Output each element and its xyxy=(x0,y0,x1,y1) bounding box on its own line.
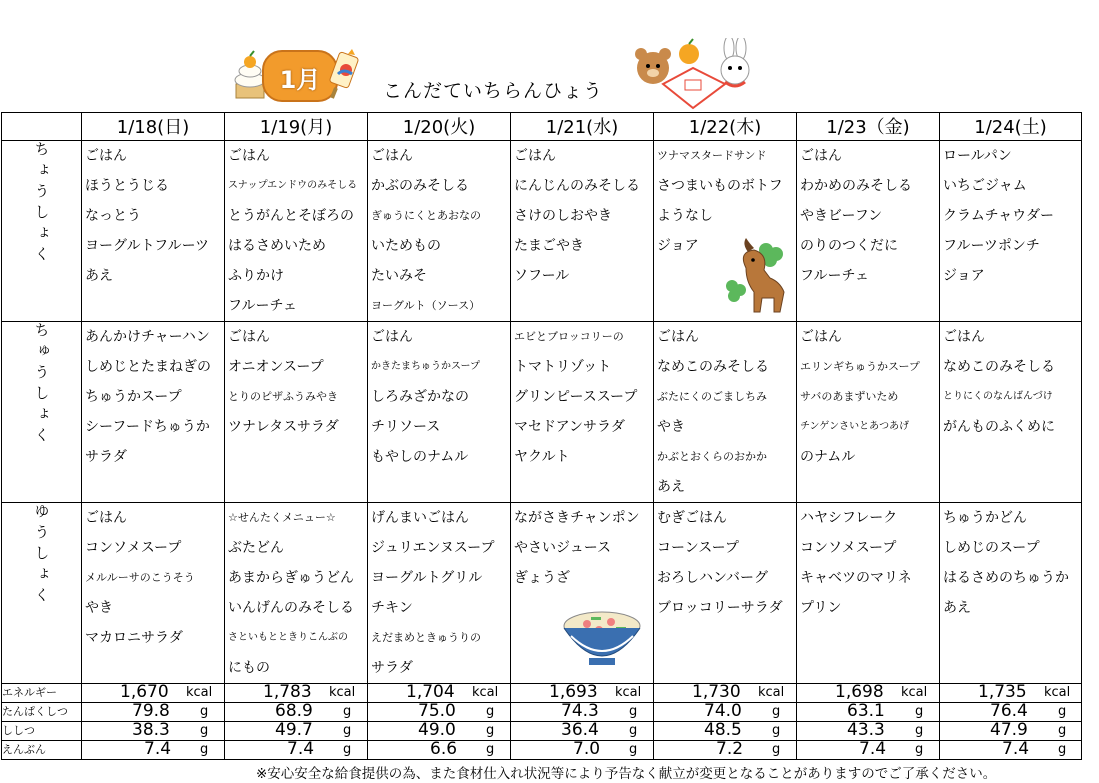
menu-item: ごはん xyxy=(943,329,985,345)
meal-label-breakfast xyxy=(2,141,82,322)
meal-label: ちゅうしょく xyxy=(32,322,51,448)
menu-item: おろしハンバーグ xyxy=(657,570,769,586)
nutrition-cell xyxy=(797,741,940,760)
nutrition-unit: kcal xyxy=(901,685,928,700)
menu-item: たいみそ xyxy=(371,268,427,284)
nutrition-row-fat xyxy=(2,722,1082,741)
meal-label: ゆうしょく xyxy=(32,503,51,608)
menu-item: ながさきチャンポン xyxy=(514,510,640,526)
menu-item: フルーチェ xyxy=(800,268,870,284)
menu-cell xyxy=(368,141,511,322)
nutrition-cell xyxy=(82,703,225,722)
nutrition-value: 38.3 xyxy=(132,720,170,740)
menu-item: グリンピーススープ xyxy=(514,389,638,405)
nutrition-cell xyxy=(797,703,940,722)
nutrition-unit: kcal xyxy=(615,685,642,700)
nutrition-cell xyxy=(940,703,1082,722)
menu-item: わかめのみそしる xyxy=(800,178,912,194)
menu-item: かぶのみそしる xyxy=(371,178,469,194)
nutrition-unit: g xyxy=(200,742,209,757)
menu-item: ほうとうじる xyxy=(85,178,169,194)
menu-item: ヨーグルトフルーツ xyxy=(85,238,210,254)
menu-item: なっとう xyxy=(85,208,141,224)
menu-item: やきビーフン xyxy=(800,208,883,224)
nutrition-value: 1,735 xyxy=(978,682,1027,702)
menu-item: ☆せんたくメニュー☆ xyxy=(228,511,336,524)
month-label: 1月 xyxy=(279,66,321,94)
nutrition-cell xyxy=(82,741,225,760)
menu-item: サバのあまずいため xyxy=(800,390,899,403)
menu-item: ヨーグルト（ソース） xyxy=(371,299,481,312)
nutrition-unit: g xyxy=(486,704,495,719)
menu-item: ごはん xyxy=(657,329,699,345)
nutrition-cell xyxy=(654,684,797,703)
nutrition-value: 49.7 xyxy=(275,720,313,740)
nutrition-value: 49.0 xyxy=(418,720,456,740)
menu-item: しめじのスープ xyxy=(943,540,1040,556)
menu-item: ツナマスタードサンド xyxy=(657,149,767,162)
nutrition-value: 7.4 xyxy=(144,739,172,759)
nutrition-label: エネルギー xyxy=(2,684,82,703)
footnote: ※安心安全な給食提供の為、また食材仕入れ状況等により予告なく献立が変更となることがありますのでご了承ください。 xyxy=(256,766,997,782)
nutrition-unit: g xyxy=(772,723,781,738)
menu-item: えだまめときゅうりの xyxy=(371,631,481,644)
nutrition-row-salt xyxy=(2,741,1082,760)
menu-item: ごはん xyxy=(800,329,842,345)
nutrition-value: 1,704 xyxy=(406,682,455,702)
meal-row-breakfast xyxy=(2,141,1082,322)
menu-item: エリンギちゅうかスープ xyxy=(800,360,920,373)
nutrition-value: 76.4 xyxy=(990,701,1028,721)
menu-cell xyxy=(225,503,368,684)
nutrition-cell xyxy=(225,722,368,741)
nutrition-unit: g xyxy=(772,742,781,757)
nutrition-value: 7.4 xyxy=(859,739,887,759)
menu-item: とりにくのなんばんづけ xyxy=(943,391,1053,402)
nutrition-label: ししつ xyxy=(2,722,82,741)
nutrition-value: 48.5 xyxy=(704,720,742,740)
nutrition-value: 74.0 xyxy=(704,701,742,721)
nutrition-label: えんぶん xyxy=(2,741,82,760)
meal-label-lunch xyxy=(2,322,82,503)
menu-item: ソフール xyxy=(514,268,570,284)
menu-item: ヨーグルトグリル xyxy=(371,570,483,586)
menu-item: エビとブロッコリーの xyxy=(514,330,624,343)
nutrition-cell xyxy=(225,703,368,722)
nutrition-cell xyxy=(654,741,797,760)
menu-item: いちごジャム xyxy=(943,178,1027,194)
menu-item: チリソース xyxy=(371,419,441,435)
nutrition-value: 1,783 xyxy=(263,682,312,702)
menu-item: ごはん xyxy=(228,148,270,164)
menu-item: サラダ xyxy=(85,449,127,465)
nutrition-value: 79.8 xyxy=(132,701,170,721)
menu-item: メルルーサのこうそう xyxy=(85,571,195,584)
menu-item: ジョア xyxy=(657,238,699,254)
nutrition-cell xyxy=(511,703,654,722)
champon-bowl-icon xyxy=(561,608,643,668)
menu-item: さといもとときりこんぶの xyxy=(228,632,348,643)
menu-table xyxy=(1,112,1082,760)
nutrition-cell xyxy=(368,741,511,760)
menu-item: ジュリエンヌスープ xyxy=(371,540,495,556)
day-header: 1/21(水) xyxy=(511,113,654,141)
nutrition-cell xyxy=(940,684,1082,703)
menu-item: ぎゅうにくとあおなの xyxy=(371,209,481,222)
nutrition-unit: kcal xyxy=(758,685,785,700)
menu-item: マセドアンサラダ xyxy=(514,419,625,435)
nutrition-label: たんぱくしつ xyxy=(2,703,82,722)
menu-item: ごはん xyxy=(800,148,842,164)
nutrition-unit: g xyxy=(915,723,924,738)
menu-item: やき xyxy=(85,600,113,616)
menu-item: あえ xyxy=(943,600,971,616)
nutrition-value: 1,670 xyxy=(120,682,169,702)
day-header: 1/18(日) xyxy=(82,113,225,141)
nutrition-value: 7.4 xyxy=(287,739,315,759)
nutrition-unit: g xyxy=(1058,742,1067,757)
nutrition-unit: kcal xyxy=(472,685,499,700)
menu-item: コンソメスープ xyxy=(85,540,182,556)
nutrition-value: 75.0 xyxy=(418,701,456,721)
menu-item: ロールパン xyxy=(943,148,1012,164)
nutrition-unit: kcal xyxy=(329,685,356,700)
day-header: 1/24(土) xyxy=(940,113,1082,141)
menu-item: ブロッコリーサラダ xyxy=(657,600,783,616)
nutrition-cell xyxy=(940,722,1082,741)
nutrition-value: 36.4 xyxy=(561,720,599,740)
menu-item: むぎごはん xyxy=(657,510,727,526)
menu-item: フルーツポンチ xyxy=(943,238,1040,254)
menu-item: あえ xyxy=(85,268,113,284)
menu-item: サラダ xyxy=(371,660,413,676)
menu-item: なめこのみそしる xyxy=(657,359,769,375)
nutrition-unit: g xyxy=(1058,704,1067,719)
menu-item: はるさめのちゅうか xyxy=(943,570,1069,586)
nutrition-cell xyxy=(368,684,511,703)
menu-cell xyxy=(511,322,654,503)
menu-item: がんものふくめに xyxy=(943,419,1055,435)
menu-item: チンゲンさいとあつあげ xyxy=(800,421,910,432)
day-header: 1/22(木) xyxy=(654,113,797,141)
nutrition-unit: g xyxy=(915,704,924,719)
nutrition-value: 6.6 xyxy=(430,739,458,759)
day-header: 1/19(月) xyxy=(225,113,368,141)
horse-clover-icon xyxy=(722,238,794,316)
menu-item: のりのつくだに xyxy=(800,238,898,254)
menu-item: とりのピザふうみやき xyxy=(228,390,338,403)
nutrition-unit: g xyxy=(343,704,352,719)
nutrition-row-protein xyxy=(2,703,1082,722)
menu-item: はるさめいため xyxy=(228,238,326,254)
menu-item: もやしのナムル xyxy=(371,449,469,465)
nutrition-value: 7.4 xyxy=(1002,739,1030,759)
menu-item: マカロニサラダ xyxy=(85,630,183,646)
corner-cell xyxy=(2,113,82,141)
menu-item: キャベツのマリネ xyxy=(800,570,912,586)
menu-item: ツナレタスサラダ xyxy=(228,419,339,435)
nutrition-cell xyxy=(511,684,654,703)
nutrition-unit: g xyxy=(1058,723,1067,738)
meal-row-lunch xyxy=(2,322,1082,503)
menu-item: いためもの xyxy=(371,238,441,254)
nutrition-cell xyxy=(82,722,225,741)
menu-item: しろみざかなの xyxy=(371,389,469,405)
menu-item: フルーチェ xyxy=(228,298,298,314)
menu-item: ジョア xyxy=(943,268,985,284)
menu-item: コーンスープ xyxy=(657,540,739,556)
nutrition-cell xyxy=(368,703,511,722)
nutrition-cell xyxy=(225,741,368,760)
nutrition-unit: g xyxy=(629,723,638,738)
nutrition-unit: g xyxy=(772,704,781,719)
menu-cell xyxy=(82,322,225,503)
menu-item: コンソメスープ xyxy=(800,540,897,556)
menu-item: チキン xyxy=(371,600,413,616)
day-header: 1/23（金) xyxy=(797,113,940,141)
menu-item: あまからぎゅうどん xyxy=(228,570,354,586)
menu-item: やき xyxy=(657,419,685,435)
menu-item: ようなし xyxy=(657,208,713,224)
nutrition-unit: g xyxy=(486,742,495,757)
menu-item: さつまいものボトフ xyxy=(657,178,783,194)
menu-cell xyxy=(82,141,225,322)
nutrition-unit: g xyxy=(200,723,209,738)
nutrition-cell xyxy=(511,741,654,760)
menu-item: かぶとおくらのおかか xyxy=(657,450,767,463)
menu-cell xyxy=(511,141,654,322)
nutrition-value: 68.9 xyxy=(275,701,313,721)
menu-item: ヤクルト xyxy=(514,449,570,465)
nutrition-value: 1,698 xyxy=(835,682,884,702)
nutrition-unit: kcal xyxy=(1044,685,1071,700)
nutrition-unit: g xyxy=(629,704,638,719)
nutrition-unit: g xyxy=(629,742,638,757)
menu-cell xyxy=(368,503,511,684)
bear-rabbit-icon xyxy=(633,38,755,110)
menu-item: げんまいごはん xyxy=(371,510,469,526)
menu-item: さけのしおやき xyxy=(514,208,612,224)
meal-label-dinner xyxy=(2,503,82,684)
menu-item: ごはん xyxy=(371,148,413,164)
day-header: 1/20(火) xyxy=(368,113,511,141)
menu-item: やさいジュース xyxy=(514,540,612,556)
menu-item: ごはん xyxy=(85,510,127,526)
menu-item: ぶたにくのごましちみ xyxy=(657,390,767,403)
nutrition-unit: g xyxy=(343,742,352,757)
nutrition-unit: kcal xyxy=(186,685,213,700)
menu-cell xyxy=(82,503,225,684)
menu-item: トマトリゾット xyxy=(514,359,612,375)
menu-cell xyxy=(654,503,797,684)
menu-cell xyxy=(797,322,940,503)
nutrition-cell xyxy=(225,684,368,703)
menu-cell xyxy=(940,322,1082,503)
menu-item: シーフードちゅうか xyxy=(85,419,210,435)
menu-item: ちゅうかスープ xyxy=(85,389,182,405)
day-header-row xyxy=(2,113,1082,141)
menu-item: ごはん xyxy=(85,148,127,164)
menu-item: あえ xyxy=(657,479,685,495)
menu-item: かきたまちゅうかスープ xyxy=(371,361,480,372)
menu-item: ハヤシフレーク xyxy=(800,510,898,526)
menu-item: ちゅうかどん xyxy=(943,510,1027,526)
nutrition-unit: g xyxy=(343,723,352,738)
nutrition-unit: g xyxy=(486,723,495,738)
meal-label: ちょうしょく xyxy=(32,141,51,267)
nutrition-value: 1,693 xyxy=(549,682,598,702)
nutrition-unit: g xyxy=(200,704,209,719)
menu-cell xyxy=(940,503,1082,684)
menu-item: プリン xyxy=(800,600,842,616)
nutrition-cell xyxy=(82,684,225,703)
menu-item: ごはん xyxy=(514,148,556,164)
meal-row-dinner xyxy=(2,503,1082,684)
nutrition-cell xyxy=(511,722,654,741)
menu-item: ふりかけ xyxy=(228,268,284,284)
menu-item: のナムル xyxy=(800,449,856,465)
menu-item: なめこのみそしる xyxy=(943,359,1055,375)
menu-cell xyxy=(225,322,368,503)
menu-item: いんげんのみそしる xyxy=(228,600,354,616)
nutrition-value: 47.9 xyxy=(990,720,1028,740)
menu-item: ごはん xyxy=(371,329,413,345)
menu-item: しめじとたまねぎの xyxy=(85,359,211,375)
nutrition-value: 1,730 xyxy=(692,682,741,702)
menu-cell xyxy=(368,322,511,503)
nutrition-value: 7.2 xyxy=(716,739,744,759)
nutrition-unit: g xyxy=(915,742,924,757)
menu-item: クラムチャウダー xyxy=(943,208,1055,224)
battledore-icon xyxy=(326,48,360,100)
page-title: こんだていちらんひょう xyxy=(383,80,604,102)
menu-cell xyxy=(225,141,368,322)
menu-cell xyxy=(797,503,940,684)
menu-item: スナップエンドウのみそしる xyxy=(228,180,358,191)
nutrition-value: 7.0 xyxy=(573,739,601,759)
nutrition-cell xyxy=(797,684,940,703)
nutrition-cell xyxy=(368,722,511,741)
menu-cell xyxy=(940,141,1082,322)
menu-item: ぎょうざ xyxy=(514,570,570,586)
menu-item: とうがんとそぼろの xyxy=(228,208,354,224)
nutrition-cell xyxy=(654,722,797,741)
nutrition-value: 74.3 xyxy=(561,701,599,721)
nutrition-value: 43.3 xyxy=(847,720,885,740)
nutrition-value: 63.1 xyxy=(847,701,885,721)
menu-item: たまごやき xyxy=(514,238,584,254)
menu-item: にもの xyxy=(228,660,270,676)
nutrition-cell xyxy=(654,703,797,722)
menu-cell xyxy=(797,141,940,322)
nutrition-row-energy xyxy=(2,684,1082,703)
menu-item: オニオンスープ xyxy=(228,359,324,375)
menu-item: あんかけチャーハン xyxy=(85,329,210,345)
menu-item: にんじんのみそしる xyxy=(514,178,640,194)
menu-cell xyxy=(654,322,797,503)
menu-item: ごはん xyxy=(228,329,270,345)
nutrition-cell xyxy=(797,722,940,741)
nutrition-cell xyxy=(940,741,1082,760)
menu-item: ぶたどん xyxy=(228,540,284,556)
